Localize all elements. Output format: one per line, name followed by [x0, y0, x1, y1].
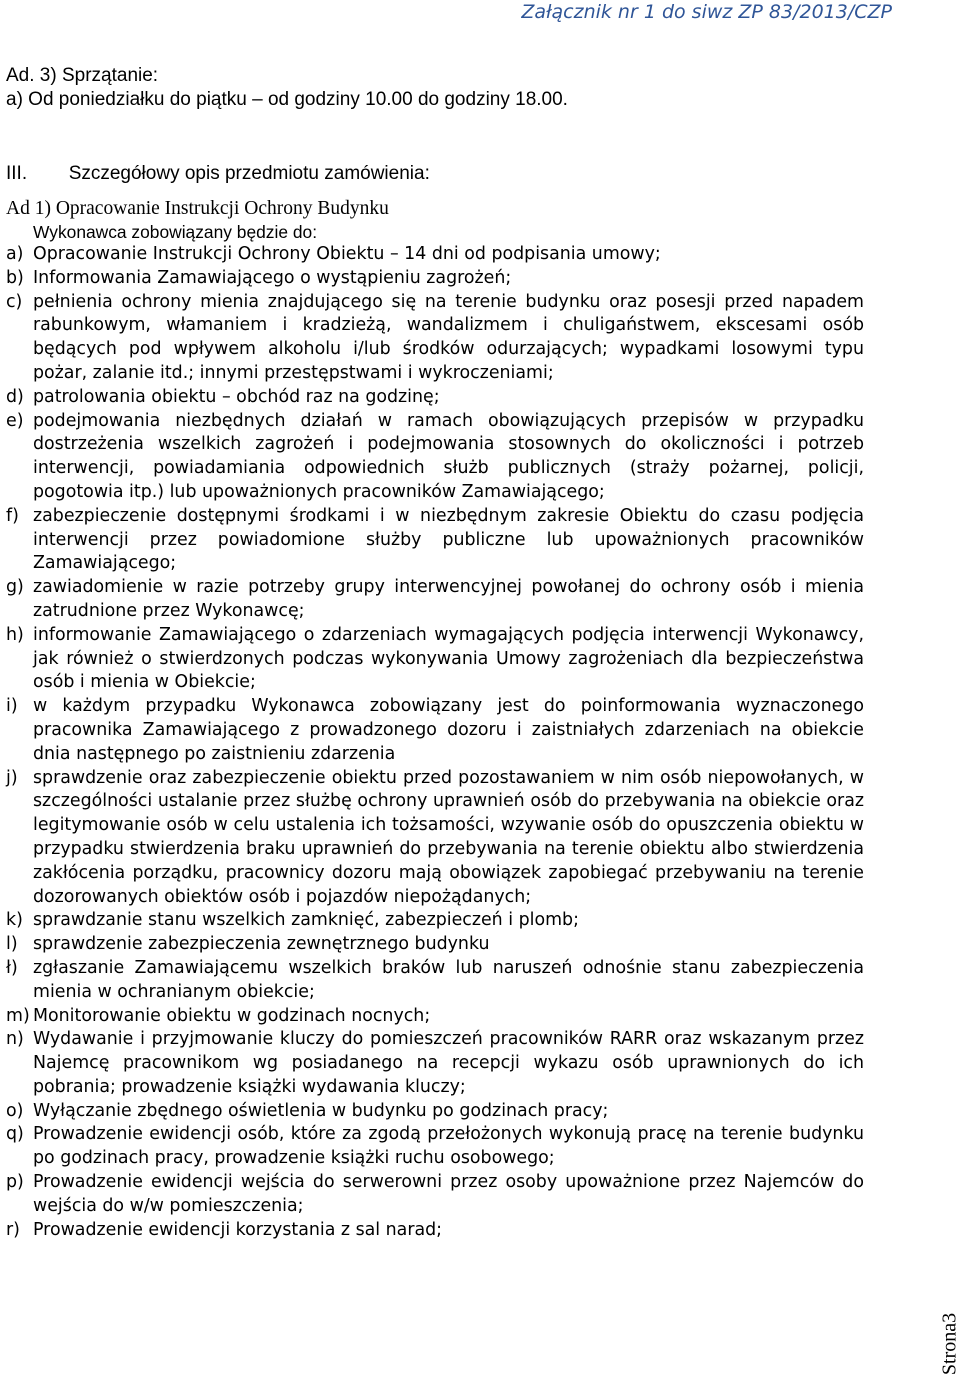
- item-label: c): [6, 291, 33, 386]
- item-label: d): [6, 386, 33, 410]
- item-label: l): [6, 933, 33, 957]
- item-label: ł): [6, 957, 33, 1005]
- obligations-list: [6, 243, 864, 1242]
- item-label: h): [6, 624, 33, 695]
- item-text: informowanie Zamawiającego o zdarzeniach wymagających podjęcia interwencji Wykonawcy, jak również o stwierdzonych podczas wykonywania Umowy zagrożeniach dla bezpieczeństwa osób i mienia w Obiekcie;: [33, 624, 864, 695]
- item-text: Opracowanie Instrukcji Ochrony Obiektu – 14 dni od podpisania umowy;: [33, 243, 864, 267]
- item-label: m): [6, 1005, 33, 1029]
- item-text: zawiadomienie w razie potrzeby grupy interwencyjnej powołanej do ochrony osób i mienia zatrudnione przez Wykonawcę;: [33, 576, 864, 624]
- item-label: b): [6, 267, 33, 291]
- item-text: zabezpieczenie dostępnymi środkami i w niezbędnym zakresie Obiektu do czasu podjęcia interwencji przez powiadomione służby publiczne lub upoważnionych pracowników Zamawiającego;: [33, 505, 864, 576]
- list-item: [6, 695, 864, 766]
- item-text: sprawdzenie oraz zabezpieczenie obiektu przed pozostawaniem w nim osób niepowołanych, w szczególności ustalanie przez służbę ochrony uprawnień osób do przebywania na obiekcie oraz legitymowanie osób w celu ustalenia ich tożsamości, wzywanie osób do opuszczenia obiektu w przypadku stwierdzenia braku uprawnień do przebywania na terenie obiektu albo stwierdzenia zakłócenia porządku, pracownicy dozoru mają obowiązek zapobiegać przebywaniu na terenie dozorowanych obiektów osób i pojazdów niepożądanych;: [33, 767, 864, 910]
- item-text: Prowadzenie ewidencji korzystania z sal narad;: [33, 1219, 864, 1243]
- item-label: e): [6, 410, 33, 505]
- item-text: zgłaszanie Zamawiającemu wszelkich braków lub naruszeń odnośnie stanu zabezpieczenia mienia w ochranianym obiekcie;: [33, 957, 864, 1005]
- item-text: patrolowania obiektu – obchód raz na godzinę;: [33, 386, 864, 410]
- page-number-label: Strona3: [939, 1313, 960, 1375]
- list-item: [6, 386, 864, 410]
- list-item: [6, 243, 864, 267]
- item-text: sprawdzenie zabezpieczenia zewnętrznego budynku: [33, 933, 864, 957]
- item-text: Prowadzenie ewidencji osób, które za zgodą przełożonych wykonują pracę na terenie budynku po godzinach pracy, prowadzenie książki ruchu osobowego;: [33, 1123, 864, 1171]
- item-text: Monitorowanie obiektu w godzinach nocnych;: [33, 1005, 864, 1029]
- section-iii-heading: [6, 162, 430, 186]
- section-iii-number: III.: [6, 163, 27, 184]
- item-text: Prowadzenie ewidencji wejścia do serwerowni przez osoby upoważnione przez Najemców do wejścia do w/w pomieszczenia;: [33, 1171, 864, 1219]
- item-label: q): [6, 1123, 33, 1171]
- list-item: [6, 767, 864, 910]
- list-item: [6, 933, 864, 957]
- list-item: [6, 410, 864, 505]
- item-label: o): [6, 1100, 33, 1124]
- list-item: [6, 624, 864, 695]
- item-label: j): [6, 767, 33, 910]
- list-item: [6, 576, 864, 624]
- attachment-header: Załącznik nr 1 do siwz ZP 83/2013/CZP: [521, 0, 892, 24]
- section-iii-title: Szczegółowy opis przedmiotu zamówienia:: [69, 163, 430, 184]
- list-item: [6, 291, 864, 386]
- list-item: [6, 267, 864, 291]
- item-label: p): [6, 1171, 33, 1219]
- item-text: Wydawanie i przyjmowanie kluczy do pomieszczeń pracowników RARR oraz wskazanym przez Najemcę pracownikom wg posiadanego na recepcji wykazu osób uprawnionych do ich pobrania; prowadzenie książki wydawania kluczy;: [33, 1028, 864, 1099]
- list-item: [6, 1123, 864, 1171]
- item-text: Wyłączanie zbędnego oświetlenia w budynku po godzinach pracy;: [33, 1100, 864, 1124]
- ad1-subtitle: Wykonawca zobowiązany będzie do:: [33, 220, 317, 244]
- item-text: podejmowania niezbędnych działań w ramach obowiązujących przepisów w przypadku dostrzeżenia wszelkich zagrożeń i podejmowania stosownych do okoliczności i potrzeb interwencji, powiadamiania odpowiednich służb publicznych (straży pożarnej, policji, pogotowia itp.) lub upoważnionych pracowników Zamawiającego;: [33, 410, 864, 505]
- item-text: pełnienia ochrony mienia znajdującego się na terenie budynku oraz posesji przed napadem rabunkowym, włamaniem i kradzieżą, wandalizmem i chuligaństwem, ekscesami osób będących pod wpływem alkoholu i/lub środków odurzających; wypadkami losowymi typu pożar, zalanie itd.; innymi przestępstwami i wykroczeniami;: [33, 291, 864, 386]
- list-item: [6, 1219, 864, 1243]
- item-label: a): [6, 243, 33, 267]
- page-number-sidebar: [938, 1309, 960, 1379]
- item-text: Informowania Zamawiającego o wystąpieniu zagrożeń;: [33, 267, 864, 291]
- list-item: [6, 909, 864, 933]
- item-label: k): [6, 909, 33, 933]
- item-label: f): [6, 505, 33, 576]
- item-label: r): [6, 1219, 33, 1243]
- section-3-line-a: a) Od poniedziałku do piątku – od godziny 10.00 do godziny 18.00.: [6, 88, 568, 112]
- list-item: [6, 1100, 864, 1124]
- list-item: [6, 505, 864, 576]
- item-text: sprawdzanie stanu wszelkich zamknięć, zabezpieczeń i plomb;: [33, 909, 864, 933]
- ad1-title: Ad 1) Opracowanie Instrukcji Ochrony Budynku: [6, 197, 389, 221]
- list-item: [6, 957, 864, 1005]
- list-item: [6, 1005, 864, 1029]
- section-3-title: Ad. 3) Sprzątanie:: [6, 64, 158, 88]
- item-text: w każdym przypadku Wykonawca zobowiązany jest do poinformowania wyznaczonego pracownika Zamawiającego z prowadzonego dozoru i zaistniałych zdarzeniach na obiekcie dnia następnego po zaistnieniu zdarzenia: [33, 695, 864, 766]
- list-item: [6, 1028, 864, 1099]
- item-label: i): [6, 695, 33, 766]
- item-label: g): [6, 576, 33, 624]
- item-label: n): [6, 1028, 33, 1099]
- list-item: [6, 1171, 864, 1219]
